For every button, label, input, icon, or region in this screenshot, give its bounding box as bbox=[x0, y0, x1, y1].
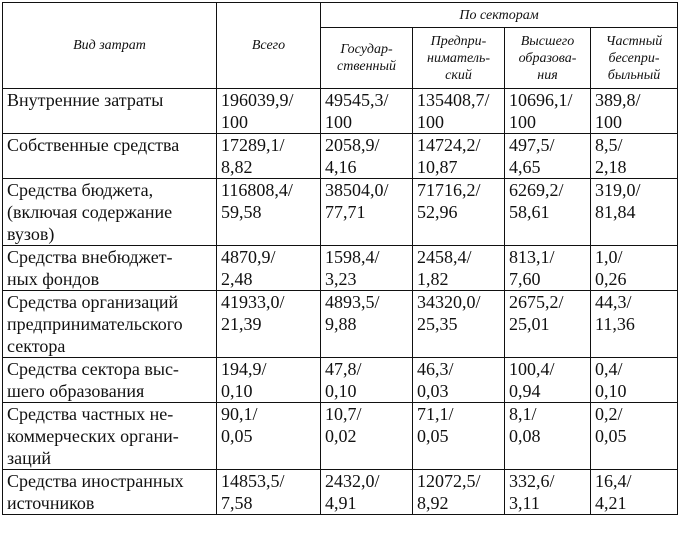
sector-value-cell bbox=[505, 89, 591, 134]
header-sectors-group: По секторам bbox=[321, 3, 678, 28]
sector-value-cell bbox=[505, 246, 591, 291]
cell-text-line: 1598,4/ bbox=[325, 247, 380, 267]
cell-text-line: сектора bbox=[7, 336, 66, 356]
cell-text-line: Средства внебюджет- bbox=[7, 247, 173, 267]
sector-value-cell bbox=[591, 134, 678, 179]
cell-text-line: 8,92 bbox=[417, 493, 449, 513]
row-label bbox=[3, 134, 217, 179]
cell-text-line: Государ- bbox=[340, 42, 393, 57]
cell-text-line: коммерческих органи- bbox=[7, 426, 179, 446]
cell-text-line: Предпри- bbox=[430, 33, 487, 49]
cell-text-line: 21,39 bbox=[221, 314, 262, 334]
sector-value-cell bbox=[591, 470, 678, 515]
cell-text-line: 71,1/ bbox=[417, 404, 454, 424]
sector-value-cell bbox=[591, 291, 678, 358]
cell-text-line: 0,05 bbox=[595, 426, 627, 446]
cell-text-line: 0,10 bbox=[595, 381, 627, 401]
cell-text-line: Частный bbox=[605, 33, 663, 49]
cell-text-line: 0,4/ bbox=[595, 359, 623, 379]
cell-text-line: 2058,9/ bbox=[325, 135, 380, 155]
cell-text-line: Средства сектора выс- bbox=[7, 359, 179, 379]
sector-value-cell bbox=[591, 358, 678, 403]
cell-text-line: 41933,0/ bbox=[221, 292, 285, 312]
cell-text-line: 1,82 bbox=[417, 269, 449, 289]
table-row bbox=[3, 358, 678, 403]
sector-value-cell bbox=[321, 89, 413, 134]
sector-value-cell bbox=[321, 134, 413, 179]
sector-value-cell bbox=[413, 470, 505, 515]
header-sector-business bbox=[413, 28, 505, 89]
table-row bbox=[3, 291, 678, 358]
cell-text-line: 332,6/ bbox=[509, 471, 555, 491]
cell-text-line: 58,61 bbox=[509, 202, 550, 222]
row-label bbox=[3, 246, 217, 291]
cell-text-line: 2,48 bbox=[221, 269, 253, 289]
cell-text-line: 2,18 bbox=[595, 157, 627, 177]
cell-text-line: 116808,4/ bbox=[221, 180, 293, 200]
cell-text-line: ния bbox=[537, 67, 558, 83]
cell-text-line: ский bbox=[445, 67, 472, 83]
total-value-cell bbox=[217, 403, 321, 470]
cell-text-line: 3,11 bbox=[509, 493, 540, 513]
cell-text-line: 319,0/ bbox=[595, 180, 641, 200]
cell-text-line: Внутренние затраты bbox=[7, 90, 164, 110]
sector-value-cell bbox=[591, 246, 678, 291]
sector-value-cell bbox=[505, 134, 591, 179]
cell-text-line: 49545,3/ bbox=[325, 90, 389, 110]
cell-text-line: 7,60 bbox=[509, 269, 541, 289]
cell-text-line: 0,10 bbox=[325, 381, 357, 401]
sector-value-cell bbox=[413, 134, 505, 179]
total-value-cell bbox=[217, 89, 321, 134]
cell-text-line: 813,1/ bbox=[509, 247, 555, 267]
sector-value-cell bbox=[321, 291, 413, 358]
sector-value-cell bbox=[413, 358, 505, 403]
cell-text-line: 2458,4/ bbox=[417, 247, 472, 267]
cell-text-line: 46,3/ bbox=[417, 359, 454, 379]
cell-text-line: 0,10 bbox=[221, 381, 253, 401]
cell-text-line: 4,91 bbox=[325, 493, 357, 513]
cell-text-line: Средства бюджета, bbox=[7, 180, 154, 200]
cell-text-line: Средства частных не- bbox=[7, 404, 174, 424]
cell-text-line: предпринимательского bbox=[7, 314, 183, 334]
cell-text-line: 77,71 bbox=[325, 202, 366, 222]
sector-value-cell bbox=[591, 403, 678, 470]
header-sector-higher-education bbox=[505, 28, 591, 89]
cell-text-line: 4,16 bbox=[325, 157, 357, 177]
cell-text-line: 4,65 bbox=[509, 157, 541, 177]
sector-value-cell bbox=[505, 403, 591, 470]
table-row bbox=[3, 89, 678, 134]
cell-text-line: ных фондов bbox=[7, 269, 100, 289]
sector-value-cell bbox=[591, 179, 678, 246]
cell-text-line: 8,82 bbox=[221, 157, 253, 177]
cell-text-line: Высшего bbox=[520, 33, 575, 49]
cell-text-line: 4,21 bbox=[595, 493, 627, 513]
cell-text-line: 2432,0/ bbox=[325, 471, 380, 491]
sector-value-cell bbox=[413, 403, 505, 470]
cell-text-line: ниматель- bbox=[427, 50, 490, 66]
cell-text-line: 4870,9/ bbox=[221, 247, 276, 267]
cell-text-line: 135408,7/ bbox=[417, 90, 490, 110]
table-row bbox=[3, 134, 678, 179]
cell-text-line: 0,26 bbox=[595, 269, 627, 289]
total-value-cell bbox=[217, 246, 321, 291]
cell-text-line: ственный bbox=[337, 59, 396, 74]
cell-text-line: Собственные средства bbox=[7, 135, 180, 155]
row-label bbox=[3, 179, 217, 246]
row-label bbox=[3, 89, 217, 134]
sector-value-cell bbox=[321, 403, 413, 470]
sector-value-cell bbox=[321, 358, 413, 403]
cell-text-line: бесепри- bbox=[608, 50, 660, 66]
row-label bbox=[3, 291, 217, 358]
cell-text-line: источников bbox=[7, 493, 95, 513]
cell-text-line: 194,9/ bbox=[221, 359, 267, 379]
cell-text-line: 497,5/ bbox=[509, 135, 555, 155]
cell-text-line: 8,5/ bbox=[595, 135, 623, 155]
cell-text-line: 7,58 bbox=[221, 493, 253, 513]
cell-text-line: 34320,0/ bbox=[417, 292, 481, 312]
sector-value-cell bbox=[505, 179, 591, 246]
cell-text-line: (включая содержание bbox=[7, 202, 173, 222]
cell-text-line: 389,8/ bbox=[595, 90, 641, 110]
total-value-cell bbox=[217, 134, 321, 179]
cell-text-line: 2675,2/ bbox=[509, 292, 564, 312]
cell-text-line: 52,96 bbox=[417, 202, 458, 222]
sector-value-cell bbox=[321, 179, 413, 246]
row-label bbox=[3, 358, 217, 403]
cell-text-line: 11,36 bbox=[595, 314, 635, 334]
cell-text-line: 8,1/ bbox=[509, 404, 537, 424]
cell-text-line: 4893,5/ bbox=[325, 292, 380, 312]
cell-text-line: 16,4/ bbox=[595, 471, 632, 491]
cell-text-line: 14853,5/ bbox=[221, 471, 285, 491]
table-row bbox=[3, 179, 678, 246]
cell-text-line: 6269,2/ bbox=[509, 180, 564, 200]
cell-text-line: 71716,2/ bbox=[417, 180, 481, 200]
row-label bbox=[3, 470, 217, 515]
cell-text-line: 10696,1/ bbox=[509, 90, 573, 110]
sector-value-cell bbox=[505, 291, 591, 358]
cell-text-line: 9,88 bbox=[325, 314, 357, 334]
row-label bbox=[3, 403, 217, 470]
cell-text-line: 38504,0/ bbox=[325, 180, 389, 200]
cell-text-line: шего образования bbox=[7, 381, 145, 401]
sector-value-cell bbox=[321, 246, 413, 291]
cell-text-line: 25,35 bbox=[417, 314, 458, 334]
cell-text-line: 59,58 bbox=[221, 202, 262, 222]
cell-text-line: 90,1/ bbox=[221, 404, 258, 424]
cell-text-line: 47,8/ bbox=[325, 359, 362, 379]
header-total: Всего bbox=[217, 3, 321, 89]
expenditure-table bbox=[2, 2, 678, 515]
sector-value-cell bbox=[413, 89, 505, 134]
cell-text-line: 196039,9/ bbox=[221, 90, 294, 110]
cell-text-line: 100 bbox=[417, 112, 444, 132]
cell-text-line: Средства иностранных bbox=[7, 471, 184, 491]
cell-text-line: 25,01 bbox=[509, 314, 550, 334]
total-value-cell bbox=[217, 179, 321, 246]
cell-text-line: заций bbox=[7, 448, 51, 468]
cell-text-line: 100 bbox=[509, 112, 536, 132]
cell-text-line: Средства организаций bbox=[7, 292, 179, 312]
sector-value-cell bbox=[413, 291, 505, 358]
cell-text-line: вузов) bbox=[7, 224, 55, 244]
cell-text-line: 100 bbox=[325, 112, 352, 132]
cell-text-line: 44,3/ bbox=[595, 292, 632, 312]
sector-value-cell bbox=[413, 246, 505, 291]
cell-text-line: 0,05 bbox=[417, 426, 449, 446]
cell-text-line: 0,03 bbox=[417, 381, 449, 401]
header-sector-state bbox=[321, 28, 413, 89]
cell-text-line: 10,7/ bbox=[325, 404, 362, 424]
cell-text-line: 0,08 bbox=[509, 426, 541, 446]
sector-value-cell bbox=[505, 358, 591, 403]
cell-text-line: 100 bbox=[595, 112, 622, 132]
cell-text-line: 100 bbox=[221, 112, 248, 132]
cell-text-line: 0,94 bbox=[509, 381, 541, 401]
cell-text-line: 10,87 bbox=[417, 157, 458, 177]
table-row bbox=[3, 246, 678, 291]
cell-text-line: 3,23 bbox=[325, 269, 357, 289]
sector-value-cell bbox=[413, 179, 505, 246]
sector-value-cell bbox=[321, 470, 413, 515]
cell-text-line: 0,05 bbox=[221, 426, 253, 446]
total-value-cell bbox=[217, 291, 321, 358]
cell-text-line: 0,2/ bbox=[595, 404, 623, 424]
sector-value-cell bbox=[505, 470, 591, 515]
cell-text-line: 0,02 bbox=[325, 426, 357, 446]
total-value-cell bbox=[217, 358, 321, 403]
header-sector-private-nonprofit bbox=[591, 28, 678, 89]
cell-text-line: 1,0/ bbox=[595, 247, 623, 267]
sector-value-cell bbox=[591, 89, 678, 134]
cell-text-line: 100,4/ bbox=[509, 359, 555, 379]
cell-text-line: 12072,5/ bbox=[417, 471, 481, 491]
cell-text-line: 81,84 bbox=[595, 202, 636, 222]
table-row bbox=[3, 470, 678, 515]
cell-text-line: 17289,1/ bbox=[221, 135, 285, 155]
table-row bbox=[3, 403, 678, 470]
cell-text-line: образова- bbox=[518, 50, 577, 66]
cell-text-line: 14724,2/ bbox=[417, 135, 481, 155]
header-expense-type: Вид затрат bbox=[3, 3, 217, 89]
cell-text-line: быльный bbox=[607, 67, 661, 83]
total-value-cell bbox=[217, 470, 321, 515]
